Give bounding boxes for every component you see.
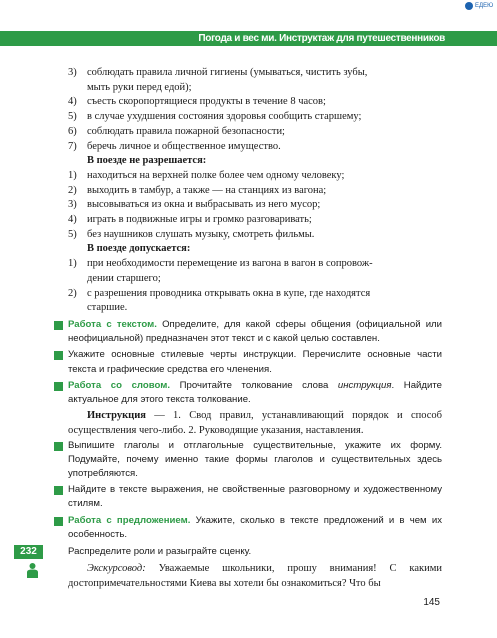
task-expressions: Найдите в тексте выражения, не свойственные разговорному и художественному стилям. [68,483,442,511]
task-verbs: Выпишите глаголы и отглагольные существительные, укажите их форму. Подумайте, почему именно такие формы глаголов и существительных здесь употребляются. [68,439,442,482]
task-marker-icon [54,351,63,360]
task-marker-icon [54,442,63,451]
logo-text: ЕДЕЮ [475,3,494,9]
list-item: 5) без наушников слушать музыку, смотреть фильмы. [68,228,315,240]
definition: Инструкция — 1. Свод правил, устанавливающий порядок и способ осуществления чего-либо. 2. Руководящие указания, наставления. [68,410,442,436]
speaker-name: Экскурсовод: [87,563,146,574]
exercise-number-badge: 232 [14,545,43,559]
task-style-features: Укажите основные стилевые черты инструкции. Перечислите основные части текста и графические средства его членения. [68,348,442,376]
list-item: 2) выходить в тамбур, а также — на станциях из вагона; [68,184,327,196]
list-item: 7) беречь личное и общественное имущество. [68,140,281,152]
main-text [68,66,442,542]
list-item: 4) играть в подвижные игры и громко разговаривать; [68,214,312,226]
task-word-work: Работа со словом. Прочитайте толкование слова инструкция. Найдите актуальное для этого текста толкование. [68,379,442,407]
task-marker-icon [54,321,63,330]
logo-icon [465,2,473,10]
task-sentence-work: Работа с предложением. Укажите, сколько в тексте предложений и в чем их особенность. [68,514,442,542]
task-marker-icon [54,517,63,526]
list-item-continuation: дении старшего; [87,272,161,284]
exercise-text: Распределите роли и разыграйте сценку. [68,546,252,557]
list-item: 3) высовываться из окна и выбрасывать из него мусор; [68,199,321,211]
list-item: 1) при необходимости перемещение из вагона в вагон в сопровож- [68,258,373,270]
task-marker-icon [54,382,63,391]
task-text-work: Работа с текстом. Определите, для какой сферы общения (официальной или неофициальной) предназначен этот текст и с какой целью составлен. [68,318,442,346]
list-item: 6) соблюдать правила пожарной безопасности; [68,125,285,137]
list-item: 3) соблюдать правила личной гигиены (умываться, чистить зубы, [68,67,368,78]
publisher-logo [465,2,494,10]
dialogue-text: Экскурсовод: Уважаемые школьники, прошу внимания! С какими достопримечательностями Киева вы хотели бы ознакомиться? Что бы [68,563,442,589]
list-item: 2) с разрешения проводника открывать окна в купе, где находятся [68,287,371,299]
definition-term: Инструкция [87,410,146,422]
forbidden-heading: В поезде не разрешается: [87,155,207,167]
list-item-continuation: мыть руки перед едой); [87,81,192,93]
list-item: 1) находиться на верхней полке более чем одному человеку; [68,169,345,181]
list-item: 4) съесть скоропортящиеся продукты в течение 8 часов; [68,96,326,108]
list-item: 5) в случае ухудшения состояния здоровья сообщить старшему; [68,111,362,123]
task-marker-icon [54,486,63,495]
chapter-header: Погода и вес ми. Инструктаж для путешественников [0,31,497,46]
page-number: 145 [423,597,440,608]
list-item-continuation: старшие. [87,302,128,314]
pair-work-icon [24,562,41,579]
allowed-heading: В поезде допускается: [87,243,191,255]
